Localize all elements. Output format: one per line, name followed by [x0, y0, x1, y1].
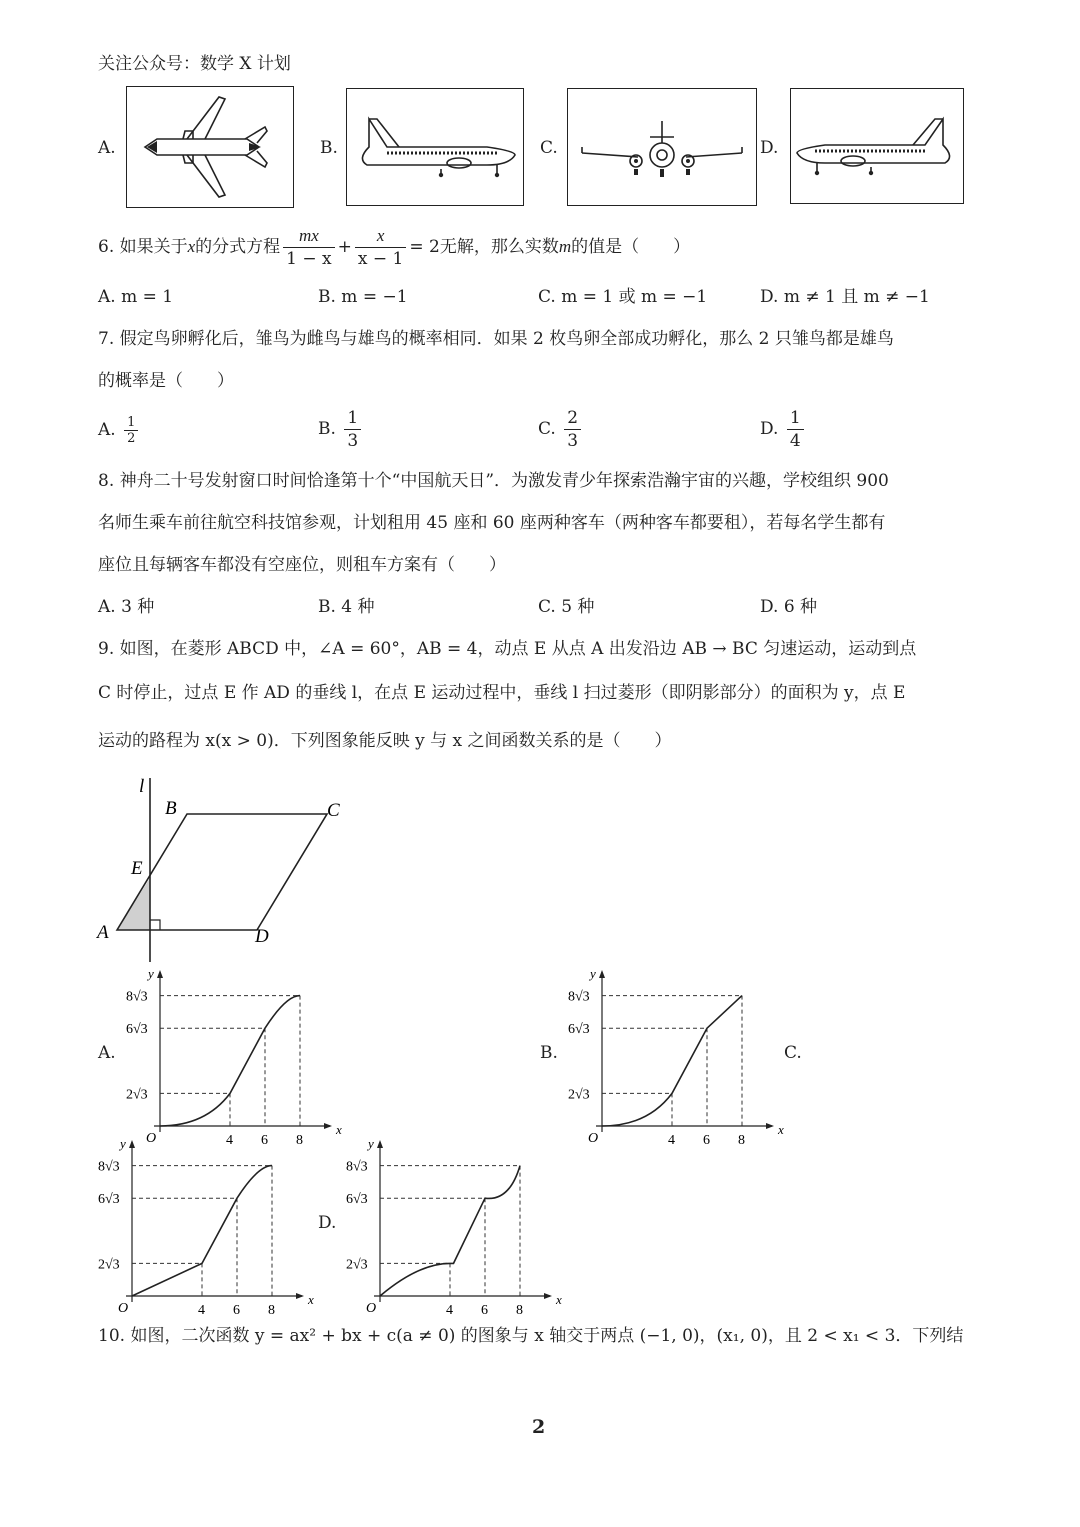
header-note: 关注公众号：数学 X 计划 [98, 54, 291, 74]
q7-option-b-num: 1 [344, 407, 361, 430]
page-number: 2 [532, 1416, 546, 1438]
q9-rhombus-figure [95, 770, 355, 970]
q7-option-c [538, 404, 584, 454]
q9-graph-b [552, 960, 784, 1148]
graph-a-x-arrow [324, 1123, 332, 1129]
airplane-front-view-icon [568, 89, 756, 205]
graph-d-y-tick-8: 8√3 [346, 1159, 368, 1175]
airplane-side-view-icon [347, 89, 523, 205]
q7-option-b-den: 3 [347, 431, 359, 451]
airplane-top-view-icon [127, 87, 293, 207]
q7-option-d-label: D. [760, 419, 779, 439]
graph-a-curve [160, 996, 300, 1126]
q6-var-x: x [187, 237, 196, 256]
graph-c-y-tick-6: 6√3 [98, 1192, 120, 1208]
q7-option-c-fraction [564, 407, 581, 452]
q5-option-a-box [126, 86, 294, 208]
q9-graph-a [110, 960, 342, 1148]
q7-option-a-fraction [124, 415, 138, 446]
q8-option-a: A. 3 种 [98, 597, 155, 617]
graph-d-y-arrow [377, 1140, 383, 1148]
graph-a-y-tick-6: 6√3 [126, 1022, 148, 1038]
q7-option-a-label: A. [98, 420, 116, 440]
graph-d-y-tick-6: 6√3 [346, 1192, 368, 1208]
graph-d-y-axis-label: y [368, 1136, 374, 1151]
q6-option-a: A. m = 1 [98, 287, 174, 307]
graph-b-y-tick-6: 6√3 [568, 1022, 590, 1038]
graph-d-x-tick-8: 8 [516, 1303, 523, 1318]
graph-b-curve [602, 996, 742, 1126]
q5-option-a-label: A. [98, 138, 116, 158]
q6-fraction-1 [283, 225, 334, 270]
q6-frac2-num: x [355, 225, 406, 248]
q5-option-b-box [346, 88, 524, 206]
q7-option-a [98, 408, 141, 452]
q8-option-d: D. 6 种 [760, 597, 818, 617]
label-e: E [131, 858, 143, 879]
q7-option-b [318, 404, 364, 454]
q5-option-c-box [567, 88, 757, 206]
q6-mid: 的分式方程 [195, 237, 281, 257]
graph-b-y-arrow [599, 970, 605, 978]
graph-c-y-tick-8: 8√3 [98, 1159, 120, 1175]
graph-c-x-tick-6: 6 [233, 1303, 240, 1318]
q7-option-c-label: C. [538, 419, 556, 439]
q6-frac1-num: mx [283, 225, 334, 248]
graph-c-curve [132, 1166, 272, 1296]
q8-line3: 座位且每辆客车都没有空座位，则租车方案有（ ） [98, 555, 506, 575]
graph-a-y-axis-label: y [148, 966, 154, 981]
q7-option-c-den: 3 [567, 431, 579, 451]
graph-a-x-tick-6: 6 [261, 1133, 268, 1148]
q5-option-d-box [790, 88, 964, 204]
q9-graph-c [82, 1130, 314, 1318]
q6-prefix: 6. 如果关于 [98, 237, 188, 257]
q7-option-d-den: 4 [789, 431, 801, 451]
q9-line2: C 时停止，过点 E 作 AD 的垂线 l，在点 E 运动过程中，垂线 l 扫过菱形（即阴影部分）的面积为 y，点 E [98, 683, 906, 703]
q5-option-c-label: C. [540, 138, 558, 158]
graph-d-curve [380, 1166, 520, 1296]
q6-suffix2: 的值是（ ） [571, 237, 691, 257]
q6-stem [98, 220, 690, 274]
graph-d-origin-label: O [366, 1301, 377, 1316]
q6-frac1-den: 1 − x [286, 249, 332, 269]
q7-line2: 的概率是（ ） [98, 371, 234, 391]
q7-option-d-fraction [787, 407, 804, 452]
graph-c-x-axis-label: x [308, 1292, 314, 1307]
q6-fraction-2 [355, 225, 406, 270]
graph-b-x-tick-6: 6 [703, 1133, 710, 1148]
q6-rhs: = 2 [409, 237, 440, 257]
graph-c-y-axis-label: y [120, 1136, 126, 1151]
q7-option-d [760, 404, 807, 454]
label-a: A [97, 922, 109, 943]
graph-b-y-tick-2: 2√3 [568, 1087, 590, 1103]
graph-c-y-arrow [129, 1140, 135, 1148]
graph-c-x-tick-4: 4 [198, 1303, 205, 1318]
label-c: C [327, 800, 340, 821]
label-d: D [255, 926, 269, 947]
graph-b-y-axis-label: y [590, 966, 596, 981]
graph-d-x-tick-6: 6 [481, 1303, 488, 1318]
q7-option-a-den: 2 [127, 431, 136, 446]
q6-option-b: B. m = −1 [318, 287, 408, 307]
label-l: l [139, 776, 145, 797]
graph-c-y-tick-2: 2√3 [98, 1257, 120, 1273]
graph-d-x-tick-4: 4 [446, 1303, 453, 1318]
q9-option-d-label: D. [318, 1213, 337, 1233]
q6-var-m: m [558, 237, 572, 256]
graph-d-x-axis-label: x [556, 1292, 562, 1307]
q8-option-c: C. 5 种 [538, 597, 595, 617]
q5-option-b-label: B. [320, 138, 338, 158]
q9-option-a-label: A. [98, 1043, 116, 1063]
graph-b-x-arrow [766, 1123, 774, 1129]
graph-c-origin-label: O [118, 1301, 129, 1316]
q6-plus: + [337, 237, 352, 257]
q5-option-d-label: D. [760, 138, 779, 158]
graph-b-x-tick-4: 4 [668, 1133, 675, 1148]
q7-option-a-num: 1 [124, 415, 138, 431]
q6-option-c: C. m = 1 或 m = −1 [538, 287, 708, 307]
graph-a-y-tick-2: 2√3 [126, 1087, 148, 1103]
q8-line1: 8. 神舟二十号发射窗口时间恰逢第十个“中国航天日”．为激发青少年探索浩瀚宇宙的兴趣，学校组织 900 [98, 471, 889, 491]
graph-a-origin-label: O [146, 1131, 157, 1146]
q10-line1: 10. 如图，二次函数 y = ax² + bx + c(a ≠ 0) 的图象与 x 轴交于两点 (−1, 0)，(x₁, 0)，且 2 < x₁ < 3．下列结 [98, 1326, 964, 1346]
label-b: B [165, 798, 177, 819]
q7-option-c-num: 2 [564, 407, 581, 430]
graph-a-y-tick-8: 8√3 [126, 989, 148, 1005]
q8-option-b: B. 4 种 [318, 597, 375, 617]
right-angle-mark [150, 920, 160, 930]
q9-graph-d [330, 1130, 562, 1318]
graph-d-y-tick-2: 2√3 [346, 1257, 368, 1273]
q9-option-c-label: C. [784, 1043, 802, 1063]
q7-option-b-label: B. [318, 419, 336, 439]
graph-b-x-tick-8: 8 [738, 1133, 745, 1148]
graph-a-y-arrow [157, 970, 163, 978]
q7-line1: 7. 假定鸟卵孵化后，雏鸟为雌鸟与雄鸟的概率相同．如果 2 枚鸟卵全部成功孵化，那么 2 只雏鸟都是雄鸟 [98, 329, 894, 349]
graph-b-y-tick-8: 8√3 [568, 989, 590, 1005]
q9-line3: 运动的路程为 x(x > 0)．下列图象能反映 y 与 x 之间函数关系的是（ ） [98, 731, 672, 751]
airplane-side-view-mirrored-icon [791, 89, 963, 203]
q7-option-b-fraction [344, 407, 361, 452]
graph-a-x-tick-4: 4 [226, 1133, 233, 1148]
graph-a-x-axis-label: x [336, 1122, 342, 1137]
graph-c-x-arrow [296, 1293, 304, 1299]
graph-a-x-tick-8: 8 [296, 1133, 303, 1148]
q9-option-b-label: B. [540, 1043, 558, 1063]
q7-option-d-num: 1 [787, 407, 804, 430]
graph-c-x-tick-8: 8 [268, 1303, 275, 1318]
q6-frac2-den: x − 1 [357, 249, 404, 269]
q6-suffix1: 无解，那么实数 [439, 237, 559, 257]
graph-b-x-axis-label: x [778, 1122, 784, 1137]
graph-b-origin-label: O [588, 1131, 599, 1146]
q8-line2: 名师生乘车前往航空科技馆参观，计划租用 45 座和 60 座两种客车（两种客车都要租），若每名学生都有 [98, 513, 886, 533]
q6-option-d: D. m ≠ 1 且 m ≠ −1 [760, 287, 930, 307]
q9-line1: 9. 如图，在菱形 ABCD 中，∠A = 60°，AB = 4，动点 E 从点 A 出发沿边 AB → BC 匀速运动，运动到点 [98, 639, 917, 659]
graph-d-x-arrow [544, 1293, 552, 1299]
